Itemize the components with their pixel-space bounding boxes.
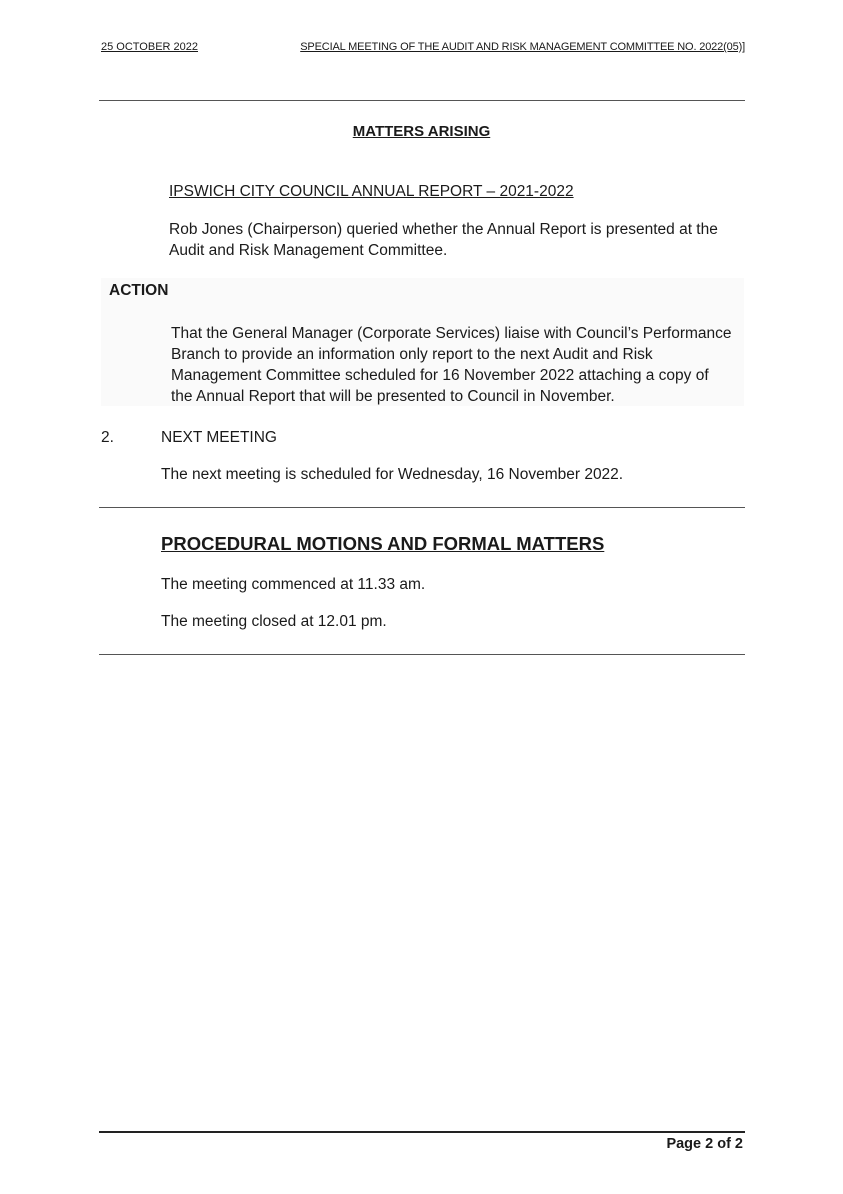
next-meeting-text: The next meeting is scheduled for Wednesday, 16 November 2022. <box>161 466 624 483</box>
action-line: the Annual Report that will be presented to Council in November. <box>171 388 615 405</box>
next-meeting-number: 2. <box>101 429 114 446</box>
header-divider <box>99 100 745 101</box>
action-line: That the General Manager (Corporate Services) liaise with Council’s Performance <box>171 325 732 342</box>
section-divider <box>99 507 745 508</box>
paragraph-line: Rob Jones (Chairperson) queried whether the Annual Report is presented at the <box>169 221 718 238</box>
paragraph-line: Audit and Risk Management Committee. <box>169 242 448 259</box>
matters-arising-paragraph <box>169 219 718 261</box>
header-meeting-title: SPECIAL MEETING OF THE AUDIT AND RISK MANAGEMENT COMMITTEE NO. 2022(05)] <box>300 41 745 53</box>
procedural-heading: PROCEDURAL MOTIONS AND FORMAL MATTERS <box>161 533 605 554</box>
action-line: Branch to provide an information only report to the next Audit and Risk <box>171 346 653 363</box>
meeting-closed-text: The meeting closed at 12.01 pm. <box>161 613 387 630</box>
meeting-commenced-text: The meeting commenced at 11.33 am. <box>161 576 426 593</box>
action-line: Management Committee scheduled for 16 November 2022 attaching a copy of <box>171 367 709 384</box>
footer-divider <box>99 1131 745 1133</box>
next-meeting-title: NEXT MEETING <box>161 429 277 446</box>
page-number: Page 2 of 2 <box>666 1136 743 1152</box>
action-text <box>171 323 732 407</box>
header-date: 25 OCTOBER 2022 <box>101 41 199 53</box>
matters-arising-heading: MATTERS ARISING <box>352 123 491 140</box>
end-divider <box>99 654 745 655</box>
annual-report-subheading: IPSWICH CITY COUNCIL ANNUAL REPORT – 2021-2022 <box>169 183 574 200</box>
action-label: ACTION <box>109 282 169 299</box>
